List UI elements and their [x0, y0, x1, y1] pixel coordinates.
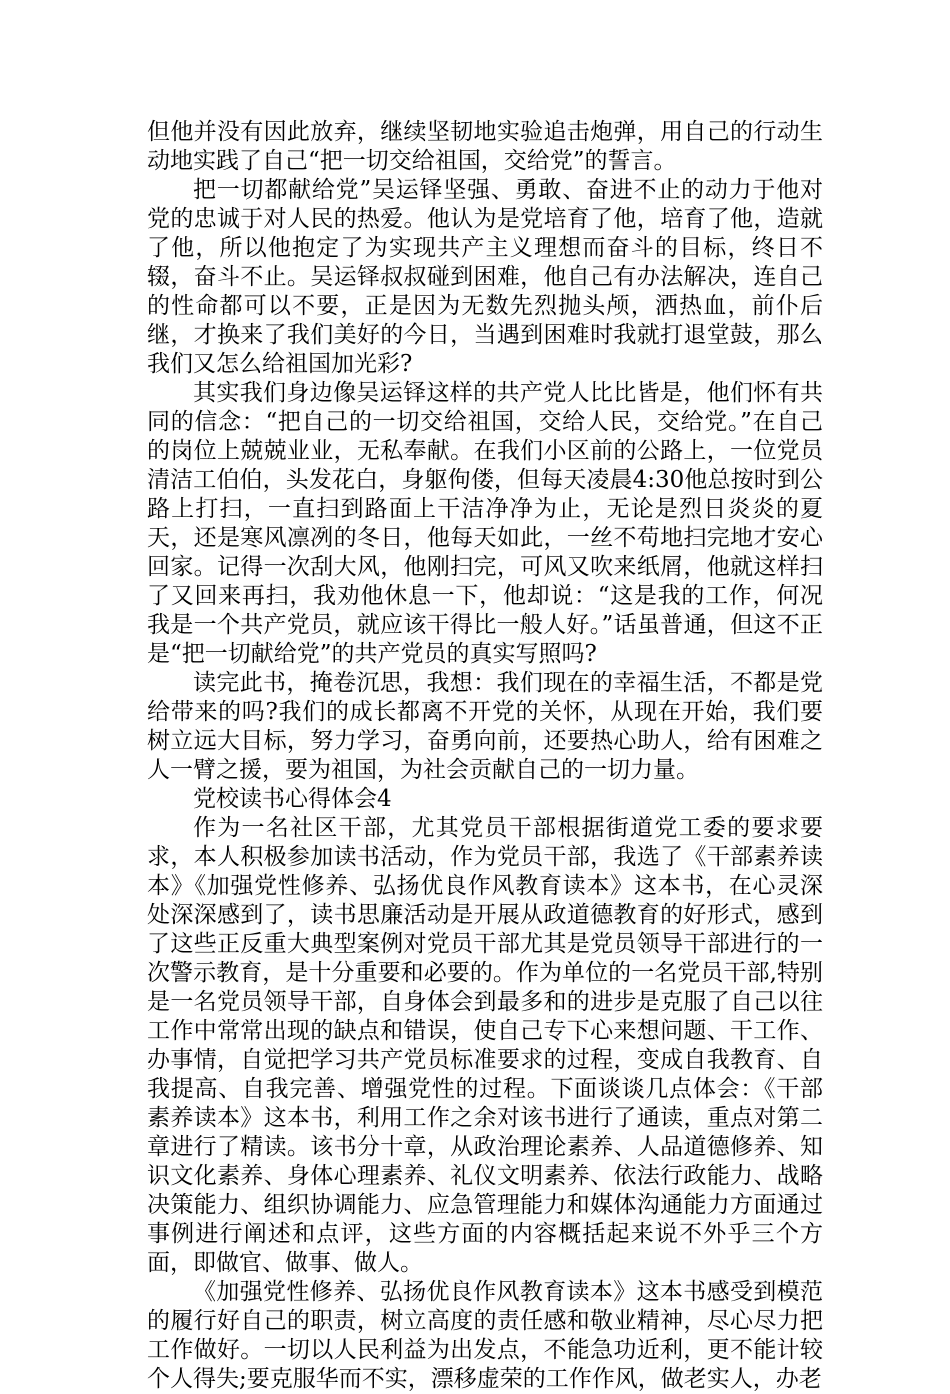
- paragraph-4: 读完此书，掩卷沉思，我想：我们现在的幸福生活，不都是党给带来的吗?我们的成长都离不开党的关怀，从现在开始，我们要树立远大目标，努力学习，奋勇向前，还要热心助人，给有困难之人一臂之援，要为祖国，为社会贡献自己的一切力量。: [147, 670, 823, 783]
- section-heading: 党校读书心得体会4: [193, 786, 392, 812]
- paragraph-7: 《加强党性修养、弘扬优良作风教育读本》这本书感受到模范的履行好自己的职责，树立高度的责任感和敬业精神，尽心尽力把工作做好。一切以人民利益为出发点，不能急功近利，更不能计较个人得失;要克服华而不实，漂移虚荣的工作作风，做老实人，办老: [147, 1279, 823, 1392]
- paragraph-6: 作为一名社区干部，尤其党员干部根据街道党工委的要求要求，本人积极参加读书活动，作为党员干部，我选了《干部素养读本》《加强党性修养、弘扬优良作风教育读本》这本书，在心灵深处深深感到了，读书思廉活动是开展从政道德教育的好形式，感到了这些正反重大典型案例对党员干部尤其是党员领导干部进行的一次警示教育，是十分重要和必要的。作为单位的一名党员干部,特别是一名党员领导干部，自身体会到最多和的进步是克服了自己以往工作中常常出现的缺点和错误，使自己专下心来想问题、干工作、办事情，自觉把学习共产党员标准要求的过程，变成自我教育、自我提高、自我完善、增强党性的过程。下面谈谈几点体会：《干部素养读本》这本书，利用工作之余对该书进行了通读，重点对第二章进行了精读。该书分十章，从政治理论素养、人品道德修养、知识文化素养、身体心理素养、礼仪文明素养、依法行政能力、战略决策能力、组织协调能力、应急管理能力和媒体沟通能力方面通过事例进行阐述和点评，这些方面的内容概括起来说不外乎三个方面，即做官、做事、做人。: [147, 815, 823, 1276]
- document-body: [147, 118, 823, 1394]
- paragraph-1: 但他并没有因此放弃，继续坚韧地实验追击炮弹，用自己的行动生动地实践了自己“把一切交给祖国，交给党”的誓言。: [147, 119, 823, 174]
- paragraph-3: 其实我们身边像吴运铎这样的共产党人比比皆是，他们怀有共同的信念：“把自己的一切交给祖国，交给人民，交给党。”在自己的岗位上兢兢业业，无私奉献。在我们小区前的公路上，一位党员清洁工伯伯，头发花白，身躯佝偻，但每天凌晨4:30他总按时到公路上打扫，一直扫到路面上干洁净净为止，无论是烈日炎炎的夏天，还是寒风凛冽的冬日，他每天如此，一丝不苟地扫完地才安心回家。记得一次刮大风，他刚扫完，可风又吹来纸屑，他就这样扫了又回来再扫，我劝他休息一下，他却说：“这是我的工作，何况我是一个共产党员，就应该干得比一般人好。”话虽普通，但这不正是“把一切献给党”的共产党员的真实写照吗?: [147, 380, 823, 667]
- paragraph-2: 把一切都献给党”吴运铎坚强、勇敢、奋进不止的动力于他对党的忠诚于对人民的热爱。他认为是党培育了他，培育了他，造就了他，所以他抱定了为实现共产主义理想而奋斗的目标，终日不辍，奋斗不止。吴运铎叔叔碰到困难，他自己有办法解决，连自己的性命都可以不要，正是因为无数先烈抛头颅，洒热血，前仆后继，才换来了我们美好的今日，当遇到困难时我就打退堂鼓，那么我们又怎么给祖国加光彩?: [147, 177, 823, 377]
